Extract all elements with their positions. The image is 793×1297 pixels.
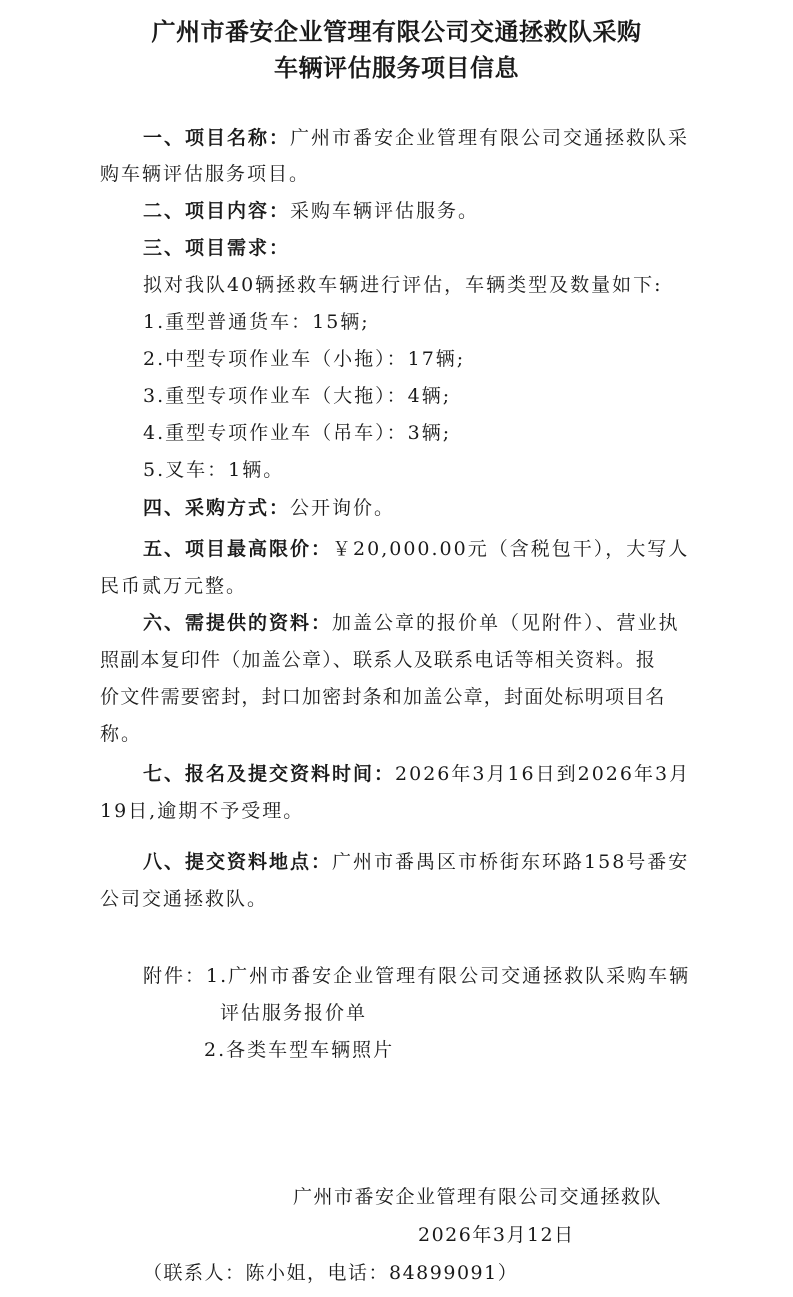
- section-4-line: [100, 490, 743, 526]
- section-7-line-2: 19日,逾期不予受理。: [100, 800, 305, 822]
- section-1-label: 一、项目名称：: [143, 127, 291, 149]
- section-7-label: 七、报名及提交资料时间：: [143, 763, 396, 785]
- issue-date: 2026年3月12日: [418, 1224, 575, 1246]
- section-8-label: 八、提交资料地点：: [143, 851, 333, 873]
- section-3-label: 三、项目需求：: [143, 237, 291, 259]
- section-2-label: 二、项目内容：: [143, 200, 291, 222]
- section-3-line: [100, 230, 743, 266]
- attachment-item-1-line-2: 评估服务报价单: [220, 1002, 368, 1024]
- section-6-line-3: 价文件需要密封，封口加密封条和加盖公章，封面处标明项目名: [100, 686, 666, 708]
- vehicle-item-2: 2.中型专项作业车（小拖）：17辆;: [143, 348, 466, 370]
- attachments-line-1: [100, 958, 743, 994]
- section-1-text: 广州市番安企业管理有限公司交通拯救队采: [290, 127, 690, 149]
- vehicle-item-4: 4.重型专项作业车（吊车）：3辆;: [143, 422, 452, 444]
- vehicle-item-5: 5.叉车：1辆。: [143, 459, 285, 481]
- attachment-item-1: 1.广州市番安企业管理有限公司交通拯救队采购车辆: [206, 965, 691, 987]
- contact-info: （联系人：陈小姐，电话：84899091）: [143, 1262, 519, 1284]
- document-title-line-2: 车辆评估服务项目信息: [274, 54, 519, 82]
- section-7-line-1: [100, 756, 743, 792]
- section-6-text: 加盖公章的报价单（见附件）、营业执: [332, 612, 680, 634]
- section-2-line: [100, 193, 743, 229]
- section-5-line-2: 民币贰万元整。: [100, 575, 248, 597]
- section-7-text: 2026年3月16日到2026年3月: [395, 763, 691, 785]
- vehicle-item-1: 1.重型普通货车：15辆;: [143, 311, 370, 333]
- section-6-line-1: [100, 605, 743, 641]
- section-8-text: 广州市番禺区市桥街东环路158号番安: [332, 851, 690, 873]
- section-5-line-1: [100, 531, 743, 567]
- section-8-line-1: [100, 844, 743, 880]
- section-6-line-4: 称。: [100, 723, 143, 745]
- section-1-line-2: 购车辆评估服务项目。: [100, 163, 311, 185]
- section-2-text: 采购车辆评估服务。: [290, 200, 480, 222]
- section-6-line-2: 照副本复印件（加盖公章）、联系人及联系电话等相关资料。报: [100, 649, 657, 671]
- section-6-label: 六、需提供的资料：: [143, 612, 333, 634]
- section-4-text: 公开询价。: [290, 497, 396, 519]
- issuing-organization: 广州市番安企业管理有限公司交通拯救队: [293, 1186, 663, 1208]
- attachment-item-2: 2.各类车型车辆照片: [204, 1039, 395, 1061]
- document-title-line-1: 广州市番安企业管理有限公司交通拯救队采购: [151, 18, 642, 46]
- attachments-label: 附件：: [143, 965, 207, 987]
- section-3-intro: 拟对我队40辆拯救车辆进行评估，车辆类型及数量如下:: [143, 274, 663, 296]
- section-8-line-2: 公司交通拯救队。: [100, 888, 269, 910]
- vehicle-item-3: 3.重型专项作业车（大拖）：4辆;: [143, 385, 452, 407]
- section-5-text: ￥20,000.00元（含税包干），大写人: [332, 538, 690, 560]
- section-4-label: 四、采购方式：: [143, 497, 291, 519]
- section-1-line-1: [100, 120, 743, 156]
- section-5-label: 五、项目最高限价：: [143, 538, 333, 560]
